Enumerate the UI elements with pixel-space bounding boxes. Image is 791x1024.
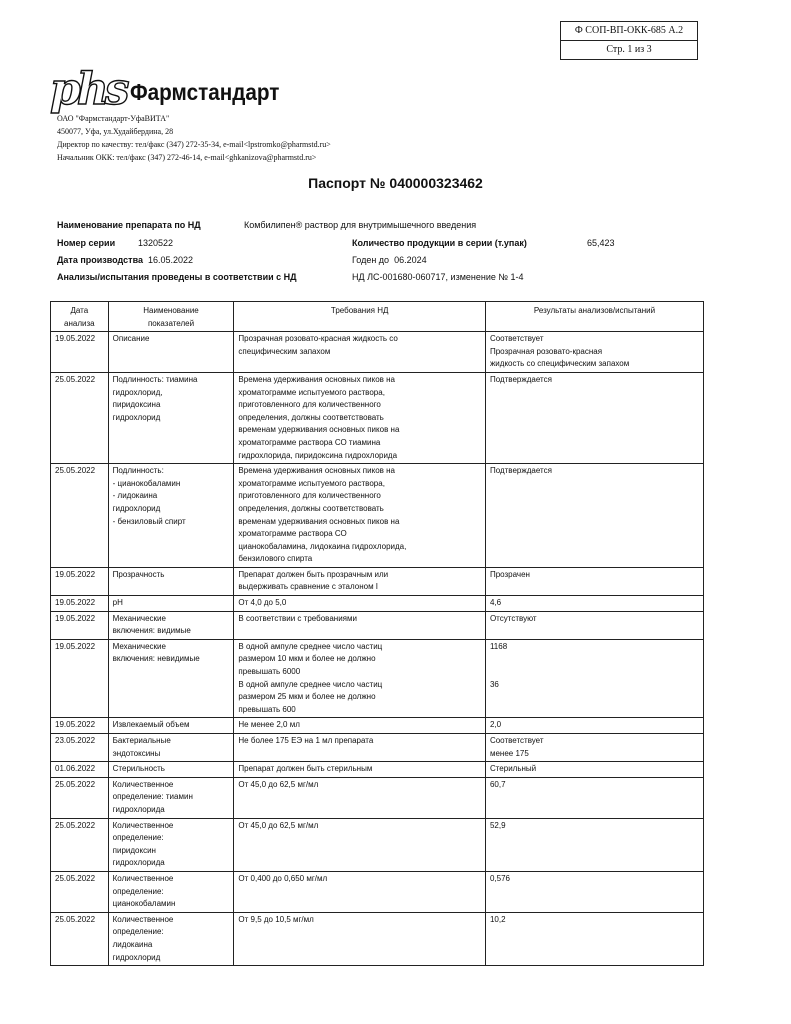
table-row (51, 372, 704, 463)
table-row (51, 718, 704, 734)
cell-req (234, 611, 486, 639)
text-line: определения, должны соответствовать (238, 412, 384, 422)
drug-label: Наименование препарата по НД (57, 220, 201, 230)
text-line: гидрохлорида (112, 804, 165, 814)
table-row (51, 762, 704, 778)
text-line: Не менее 2,0 мл (238, 720, 300, 730)
cell-res (485, 718, 703, 734)
cell-res (485, 762, 703, 778)
text-line: Количественное (112, 820, 174, 830)
analysis-label: Анализы/испытания проведены в соответствии с НД (57, 272, 297, 282)
text-line: определение: (112, 886, 164, 896)
form-code-box (560, 21, 698, 60)
cell-req (234, 718, 486, 734)
text-line: 1168 (489, 641, 508, 651)
text-line: показателей (147, 318, 195, 328)
text-line: приготовленного для количественного (238, 491, 381, 501)
text-line: размером 10 мкм и более не должно (238, 654, 376, 664)
text-line: 10,2 (489, 914, 506, 924)
text-line: пиридоксин (112, 845, 156, 855)
text-line: 4,6 (489, 598, 502, 608)
analysis-value: НД ЛС-001680-060717, изменение № 1-4 (352, 272, 524, 282)
text-line: Наименование (143, 306, 199, 315)
text-line: Подлинность: тиамина (112, 374, 198, 384)
cell-name (108, 818, 234, 871)
text-line: - цианокобаламин (112, 478, 181, 488)
text-line: 0,576 (489, 873, 510, 883)
text-line: Подлинность: (112, 466, 164, 476)
cell-res (485, 332, 703, 373)
text-line: Подтверждается (489, 374, 552, 384)
table-row (51, 777, 704, 818)
cell-date: 25.05.2022 (51, 777, 109, 818)
cell-date: 19.05.2022 (51, 718, 109, 734)
cell-name (108, 596, 234, 612)
text-line: цианокобаламин (112, 899, 176, 909)
text-line: определение: (112, 833, 164, 843)
cell-name (108, 734, 234, 762)
company-street: 450077, Уфа, ул.Худайбердина, 28 (57, 127, 174, 136)
text-line: В одной ампуле среднее число частиц (238, 641, 383, 651)
text-line: Препарат должен быть прозрачным или (238, 569, 389, 579)
table-row (51, 912, 704, 965)
text-line: Прозрачная розовато-красная (489, 346, 603, 356)
cell-date: 19.05.2022 (51, 639, 109, 718)
text-line: цианокобаламина, лидокаина гидрохлорида, (238, 541, 407, 551)
text-line: В одной ампуле среднее число частиц (238, 679, 383, 689)
expiry-date: Годен до 06.2024 (352, 255, 427, 265)
cell-req (234, 639, 486, 718)
cell-date: 25.05.2022 (51, 871, 109, 912)
header-requirements (234, 302, 486, 332)
cell-date: 25.05.2022 (51, 912, 109, 965)
table-row (51, 639, 704, 718)
page-number: Стр. 1 из 3 (606, 44, 652, 55)
cell-name (108, 611, 234, 639)
cell-res (485, 464, 703, 568)
text-line: - лидокаина (112, 491, 158, 501)
text-line: гидрохлорид (112, 952, 161, 962)
text-line: От 9,5 до 10,5 мг/мл (238, 914, 314, 924)
text-line: временам удерживания основных пиков на (238, 425, 400, 435)
text-line: Результаты анализов/испытаний (533, 306, 656, 315)
cell-date: 19.05.2022 (51, 611, 109, 639)
cell-date: 19.05.2022 (51, 567, 109, 595)
table-header-row (51, 302, 704, 332)
text-line: гидрохлорид (112, 412, 161, 422)
cell-res (485, 871, 703, 912)
table-row (51, 734, 704, 762)
cell-name (108, 777, 234, 818)
table-row (51, 464, 704, 568)
text-line: В соответствии с требованиями (238, 613, 357, 623)
text-line: 52,9 (489, 820, 506, 830)
text-line: Времена удерживания основных пиков на (238, 466, 395, 476)
cell-req (234, 734, 486, 762)
drug-value: Комбилипен® раствор для внутримышечного введения (244, 220, 477, 230)
cell-date: 25.05.2022 (51, 464, 109, 568)
cell-name (108, 464, 234, 568)
table-row (51, 871, 704, 912)
company-address (57, 112, 331, 164)
cell-date: 25.05.2022 (51, 372, 109, 463)
text-line: хроматограмме испытуемого раствора, (238, 387, 385, 397)
text-line: гидрохлорида, пиридоксина гидрохлорида (238, 450, 398, 460)
text-line: Описание (112, 334, 150, 344)
text-line: Количественное (112, 914, 174, 924)
text-line: гидрохлорид (112, 503, 161, 513)
quantity-label: Количество продукции в серии (т.упак) (352, 238, 527, 248)
text-line: гидрохлорид, (112, 387, 163, 397)
text-line: анализа (64, 318, 95, 328)
cell-res (485, 777, 703, 818)
text-line: Механические (112, 641, 166, 651)
text-line: Не более 175 ЕЭ на 1 мл препарата (238, 736, 374, 745)
cell-req (234, 912, 486, 965)
cell-res (485, 818, 703, 871)
cell-name (108, 372, 234, 463)
cell-req (234, 567, 486, 595)
quantity-value: 65,423 (587, 238, 615, 248)
text-line: включения: невидимые (112, 654, 200, 664)
text-line: Соответствует (489, 334, 544, 344)
table-row (51, 567, 704, 595)
text-line: Прозрачен (489, 569, 530, 579)
director-contact: Директор по качеству: тел/факс (347) 272-35-34, e-mail<lpstromko@pharmstd.ru> (57, 140, 331, 149)
text-line: эндотоксины (112, 748, 161, 758)
production-date: Дата производства 16.05.2022 (57, 255, 194, 265)
text-line: размером 25 мкм и более не должно (238, 692, 376, 702)
cell-date: 25.05.2022 (51, 818, 109, 871)
cell-res (485, 567, 703, 595)
cell-date: 23.05.2022 (51, 734, 109, 762)
text-line: Дата (70, 306, 89, 315)
text-line: превышать 600 (238, 704, 296, 714)
text-line: менее 175 (489, 748, 529, 758)
text-line: Прозрачность (112, 569, 165, 579)
text-line: приготовленного для количественного (238, 400, 381, 410)
table-row (51, 332, 704, 373)
cell-name (108, 639, 234, 718)
company-logo (50, 62, 296, 115)
text-line: гидрохлорида (112, 858, 165, 868)
table-row (51, 611, 704, 639)
header-indicator (108, 302, 234, 332)
text-line: временам удерживания основных пиков на (238, 516, 400, 526)
table-row (51, 818, 704, 871)
text-line: От 45,0 до 62,5 мг/мл (238, 779, 319, 789)
head-contact: Начальник ОКК: тел/факс (347) 272-46-14, e-mail<ghkanizova@pharmstd.ru> (57, 153, 317, 162)
header-results (485, 302, 703, 332)
cell-res (485, 912, 703, 965)
cell-name (108, 718, 234, 734)
text-line: специфическим запахом (238, 346, 331, 356)
text-line: Требования НД (330, 306, 389, 315)
text-line: Бактериальные (112, 736, 171, 745)
text-line: пиридоксина (112, 400, 161, 410)
text-line: Препарат должен быть стерильным (238, 764, 373, 774)
cell-req (234, 332, 486, 373)
cell-res (485, 372, 703, 463)
text-line: Прозрачная розовато-красная жидкость со (238, 334, 398, 344)
text-line: жидкость со специфическим запахом (489, 359, 630, 369)
text-line: Отсутствуют (489, 613, 537, 623)
cell-res (485, 734, 703, 762)
results-table (50, 301, 704, 966)
text-line: Времена удерживания основных пиков на (238, 374, 395, 384)
text-line: pH (112, 598, 123, 608)
series-value: 1320522 (138, 238, 174, 248)
text-line: определение: тиамин (112, 792, 193, 802)
text-line: Количественное (112, 779, 174, 789)
text-line: хроматограмме испытуемого раствора, (238, 478, 385, 488)
cell-req (234, 871, 486, 912)
text-line: От 0,400 до 0,650 мг/мл (238, 873, 328, 883)
table-row (51, 596, 704, 612)
text-line: Извлекаемый объем (112, 720, 190, 730)
text-line: превышать 6000 (238, 667, 301, 677)
cell-name (108, 567, 234, 595)
header-date (51, 302, 109, 332)
company-name: ОАО "Фармстандарт-УфаВИТА" (57, 114, 170, 123)
page-title: Паспорт № 040000323462 (308, 175, 483, 191)
text-line: Механические (112, 613, 166, 623)
text-line: хроматограмме раствора СО (238, 529, 347, 539)
text-line: Стерильность (112, 764, 165, 774)
cell-date: 19.05.2022 (51, 596, 109, 612)
text-line: бензилового спирта (238, 554, 313, 564)
text-line: От 4,0 до 5,0 (238, 598, 287, 608)
cell-req (234, 818, 486, 871)
cell-name (108, 912, 234, 965)
cell-name (108, 871, 234, 912)
text-line: - бензиловый спирт (112, 516, 186, 526)
text-line: определение: (112, 927, 164, 937)
text-line: Количественное (112, 873, 174, 883)
cell-name (108, 332, 234, 373)
cell-date: 19.05.2022 (51, 332, 109, 373)
text-line: включения: видимые (112, 626, 191, 636)
cell-name (108, 762, 234, 778)
form-code: Ф СОП-ВП-ОКК-685 А.2 (561, 22, 697, 41)
cell-res (485, 611, 703, 639)
text-line: лидокаина (112, 939, 153, 949)
cell-req (234, 777, 486, 818)
logo-mark: phs (50, 64, 126, 115)
cell-req (234, 762, 486, 778)
text-line: 2,0 (489, 720, 502, 730)
text-line: 60,7 (489, 779, 506, 789)
cell-req (234, 596, 486, 612)
text-line: 36 (489, 679, 499, 689)
cell-date: 01.06.2022 (51, 762, 109, 778)
cell-res (485, 639, 703, 718)
text-line: Подтверждается (489, 466, 552, 476)
text-line: Соответствует (489, 736, 544, 745)
text-line: выдерживать сравнение с эталоном I (238, 582, 379, 592)
logo-name: Фармстандарт (129, 79, 279, 105)
cell-res (485, 596, 703, 612)
series-label: Номер серии (57, 238, 116, 248)
text-line: определения, должны соответствовать (238, 503, 384, 513)
text-line: От 45,0 до 62,5 мг/мл (238, 820, 319, 830)
text-line: хроматограмме раствора СО тиамина (238, 437, 381, 447)
text-line: Стерильный (489, 764, 537, 774)
cell-req (234, 464, 486, 568)
cell-req (234, 372, 486, 463)
